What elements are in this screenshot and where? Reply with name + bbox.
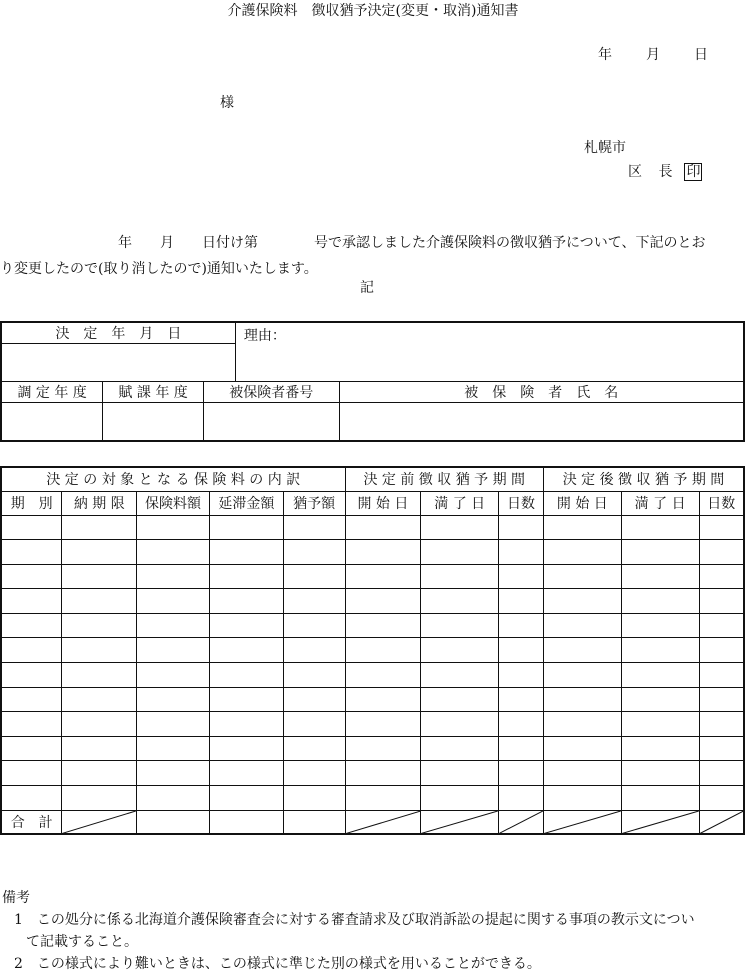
header-levy-year: 賦 課 年 度	[103, 382, 204, 403]
table-cell[interactable]	[137, 589, 210, 614]
reason-cell	[235, 322, 744, 382]
table-cell[interactable]	[283, 761, 345, 786]
table-cell[interactable]	[621, 638, 699, 663]
diagonal-line	[346, 811, 421, 834]
table-cell[interactable]	[62, 613, 137, 638]
table-cell[interactable]	[699, 712, 744, 737]
table-cell[interactable]	[499, 515, 544, 540]
table-cell[interactable]	[209, 687, 283, 712]
table-cell[interactable]	[209, 663, 283, 688]
col-before-days: 日数	[499, 491, 544, 515]
table-cell[interactable]	[1, 540, 62, 565]
table-cell[interactable]	[137, 736, 210, 761]
table-cell[interactable]	[699, 515, 744, 540]
table-cell[interactable]	[345, 687, 421, 712]
table-cell[interactable]	[543, 515, 621, 540]
table-cell[interactable]	[421, 515, 499, 540]
table-cell[interactable]	[345, 613, 421, 638]
table-cell[interactable]	[283, 786, 345, 811]
total-premium[interactable]	[137, 810, 210, 834]
body-line-2: り変更したので(取り消したので)通知いたします。	[0, 261, 318, 277]
decision-table	[0, 321, 745, 442]
table-cell[interactable]	[699, 540, 744, 565]
col-deferred: 猶予額	[283, 491, 345, 515]
table-cell[interactable]	[499, 540, 544, 565]
diagonal-line	[62, 811, 136, 834]
table-cell[interactable]	[1, 761, 62, 786]
table-cell[interactable]	[621, 712, 699, 737]
table-cell[interactable]	[62, 687, 137, 712]
table-cell[interactable]	[283, 687, 345, 712]
group-header-breakdown: 決 定 の 対 象 と な る 保 険 料 の 内 訳	[1, 467, 345, 491]
table-cell[interactable]	[421, 564, 499, 589]
table-cell[interactable]	[621, 786, 699, 811]
table-cell[interactable]	[699, 663, 744, 688]
table-cell[interactable]	[345, 663, 421, 688]
table-cell[interactable]	[283, 589, 345, 614]
table-cell[interactable]	[499, 589, 544, 614]
col-late-fee: 延滞金額	[209, 491, 283, 515]
table-row	[1, 540, 744, 565]
table-cell[interactable]	[421, 613, 499, 638]
table-cell[interactable]	[543, 736, 621, 761]
breakdown-table	[0, 466, 745, 835]
notes-heading: 備考	[2, 890, 30, 906]
table-cell[interactable]	[1, 638, 62, 663]
table-cell[interactable]	[543, 564, 621, 589]
table-cell[interactable]	[621, 761, 699, 786]
table-cell[interactable]	[421, 786, 499, 811]
table-cell[interactable]	[699, 589, 744, 614]
table-cell[interactable]	[62, 736, 137, 761]
table-cell[interactable]	[499, 736, 544, 761]
table-cell[interactable]	[699, 564, 744, 589]
table-cell[interactable]	[499, 712, 544, 737]
table-row	[1, 761, 744, 786]
seal-mark: 印	[686, 164, 701, 180]
total-after-days-crossed	[699, 810, 744, 834]
table-cell[interactable]	[621, 589, 699, 614]
table-cell[interactable]	[62, 712, 137, 737]
table-cell[interactable]	[345, 638, 421, 663]
table-cell[interactable]	[543, 786, 621, 811]
table-cell[interactable]	[345, 712, 421, 737]
table-cell[interactable]	[345, 515, 421, 540]
col-after-end: 満 了 日	[621, 491, 699, 515]
issue-date	[598, 44, 708, 64]
table-cell[interactable]	[543, 613, 621, 638]
ki-heading: 記	[360, 280, 374, 296]
table-cell[interactable]	[621, 687, 699, 712]
total-before-start-crossed	[345, 810, 421, 834]
table-cell[interactable]	[1, 613, 62, 638]
table-cell[interactable]	[283, 736, 345, 761]
table-cell[interactable]	[543, 663, 621, 688]
header-adjust-year: 調 定 年 度	[1, 382, 103, 403]
table-cell[interactable]	[543, 638, 621, 663]
table-cell[interactable]	[699, 638, 744, 663]
table-cell[interactable]	[137, 712, 210, 737]
table-row	[1, 515, 744, 540]
table-row	[1, 712, 744, 737]
notes	[2, 887, 742, 975]
diagonal-line	[421, 811, 498, 834]
table-cell[interactable]	[421, 761, 499, 786]
total-row	[1, 810, 744, 834]
table-cell[interactable]	[209, 515, 283, 540]
body-line-1: 年 月 日付け第 号で承認しました介護保険料の徴収猶予について、下記のとお	[118, 235, 706, 251]
total-before-end-crossed	[421, 810, 499, 834]
note-item-1: 1 この処分に係る北海道介護保険審査会に対する審査請求及び取消訴訟の提起に関する事項の教示文につい	[14, 912, 695, 928]
total-after-start-crossed	[543, 810, 621, 834]
table-cell[interactable]	[699, 736, 744, 761]
table-cell[interactable]	[283, 663, 345, 688]
table-cell[interactable]	[621, 736, 699, 761]
table-cell[interactable]	[137, 564, 210, 589]
table-cell[interactable]	[137, 515, 210, 540]
table-cell[interactable]	[499, 687, 544, 712]
table-row	[1, 687, 744, 712]
table-cell[interactable]	[283, 515, 345, 540]
table-cell[interactable]	[621, 564, 699, 589]
table-cell[interactable]	[499, 663, 544, 688]
body-text	[0, 230, 746, 282]
table-cell[interactable]	[345, 540, 421, 565]
adjust-year-value[interactable]	[1, 403, 103, 441]
table-cell[interactable]	[499, 613, 544, 638]
table-cell[interactable]	[699, 761, 744, 786]
table-cell[interactable]	[543, 712, 621, 737]
table-row	[1, 589, 744, 614]
insured-number-value[interactable]	[203, 403, 339, 441]
table-row	[1, 564, 744, 589]
table-cell[interactable]	[499, 761, 544, 786]
table-cell[interactable]	[1, 687, 62, 712]
table-cell[interactable]	[1, 663, 62, 688]
total-due-date-crossed	[62, 810, 137, 834]
table-cell[interactable]	[62, 786, 137, 811]
table-cell[interactable]	[621, 515, 699, 540]
table-cell[interactable]	[137, 540, 210, 565]
table-cell[interactable]	[283, 638, 345, 663]
table-cell[interactable]	[283, 712, 345, 737]
table-cell[interactable]	[345, 736, 421, 761]
table-cell[interactable]	[621, 613, 699, 638]
date-year: 年	[598, 47, 612, 63]
table-cell[interactable]	[543, 687, 621, 712]
col-after-start: 開 始 日	[543, 491, 621, 515]
table-cell[interactable]	[137, 613, 210, 638]
header-insured-name: 被 保 険 者 氏 名	[339, 382, 744, 403]
table-row	[1, 736, 744, 761]
table-row	[1, 663, 744, 688]
table-cell[interactable]	[137, 761, 210, 786]
chief-title: 区 長	[628, 164, 679, 180]
issuer-chief	[628, 161, 702, 181]
table-cell[interactable]	[209, 540, 283, 565]
table-cell[interactable]	[499, 786, 544, 811]
insured-name-value[interactable]	[339, 403, 744, 441]
date-month: 月	[646, 47, 660, 63]
table-cell[interactable]	[345, 786, 421, 811]
table-cell[interactable]	[421, 589, 499, 614]
table-cell[interactable]	[1, 589, 62, 614]
table-cell[interactable]	[283, 613, 345, 638]
table-cell[interactable]	[283, 564, 345, 589]
table-cell[interactable]	[421, 687, 499, 712]
note-item-2: 2 この様式により難いときは、この様式に準じた別の様式を用いることができる。	[14, 956, 541, 972]
table-cell[interactable]	[137, 638, 210, 663]
total-after-end-crossed	[621, 810, 699, 834]
diagonal-line	[499, 811, 543, 834]
col-before-end: 満 了 日	[421, 491, 499, 515]
table-cell[interactable]	[621, 663, 699, 688]
table-cell[interactable]	[1, 515, 62, 540]
document-title: 介護保険料 徴収猶予決定(変更・取消)通知書	[227, 3, 519, 19]
table-row	[1, 613, 744, 638]
table-cell[interactable]	[62, 564, 137, 589]
date-day: 日	[694, 47, 708, 63]
group-header-before: 決 定 前 徴 収 猶 予 期 間	[345, 467, 543, 491]
table-cell[interactable]	[421, 736, 499, 761]
table-cell[interactable]	[543, 761, 621, 786]
table-cell[interactable]	[137, 663, 210, 688]
table-cell[interactable]	[209, 712, 283, 737]
decision-date-label: 決 定 年 月 日	[1, 322, 235, 344]
table-cell[interactable]	[209, 736, 283, 761]
table-cell[interactable]	[543, 540, 621, 565]
col-due-date: 納 期 限	[62, 491, 137, 515]
table-row	[1, 638, 744, 663]
table-cell[interactable]	[62, 638, 137, 663]
table-cell[interactable]	[1, 736, 62, 761]
reason-label: 理由：	[243, 328, 286, 344]
table-cell[interactable]	[283, 540, 345, 565]
table-cell[interactable]	[499, 638, 544, 663]
table-cell[interactable]	[1, 786, 62, 811]
table-row	[1, 786, 744, 811]
data-rows	[1, 515, 744, 810]
diagonal-line	[700, 811, 743, 834]
table-cell[interactable]	[499, 564, 544, 589]
table-cell[interactable]	[62, 540, 137, 565]
group-header-after: 決 定 後 徴 収 猶 予 期 間	[543, 467, 744, 491]
table-cell[interactable]	[699, 786, 744, 811]
decision-date-value[interactable]	[1, 344, 235, 382]
column-header-row	[1, 491, 744, 515]
table-cell[interactable]	[209, 589, 283, 614]
table-cell[interactable]	[209, 564, 283, 589]
table-cell[interactable]	[421, 663, 499, 688]
table-cell[interactable]	[62, 761, 137, 786]
table-cell[interactable]	[1, 564, 62, 589]
diagonal-line	[622, 811, 699, 834]
diagonal-line	[544, 811, 621, 834]
col-premium: 保険料額	[137, 491, 210, 515]
table-cell[interactable]	[345, 761, 421, 786]
recipient-suffix: 様	[220, 95, 234, 111]
total-label: 合 計	[1, 810, 62, 834]
table-cell[interactable]	[209, 761, 283, 786]
col-after-days: 日数	[699, 491, 744, 515]
table-cell[interactable]	[137, 786, 210, 811]
header-insured-number: 被保険者番号	[203, 382, 339, 403]
table-cell[interactable]	[621, 540, 699, 565]
issuer-city: 札幌市	[584, 140, 626, 156]
table-cell[interactable]	[421, 638, 499, 663]
table-cell[interactable]	[699, 687, 744, 712]
table-cell[interactable]	[62, 589, 137, 614]
table-cell[interactable]	[543, 589, 621, 614]
table-cell[interactable]	[345, 589, 421, 614]
table-cell[interactable]	[209, 638, 283, 663]
table-cell[interactable]	[137, 687, 210, 712]
total-before-days-crossed	[499, 810, 544, 834]
table-cell[interactable]	[62, 663, 137, 688]
col-period: 期 別	[1, 491, 62, 515]
table-cell[interactable]	[62, 515, 137, 540]
table-cell[interactable]	[345, 564, 421, 589]
table-cell[interactable]	[421, 540, 499, 565]
col-before-start: 開 始 日	[345, 491, 421, 515]
table-cell[interactable]	[699, 613, 744, 638]
note-item-1-cont: て記載すること。	[26, 934, 138, 950]
table-cell[interactable]	[1, 712, 62, 737]
table-cell[interactable]	[421, 712, 499, 737]
total-late-fee[interactable]	[209, 810, 283, 834]
table-cell[interactable]	[209, 786, 283, 811]
levy-year-value[interactable]	[103, 403, 204, 441]
table-cell[interactable]	[209, 613, 283, 638]
total-deferred[interactable]	[283, 810, 345, 834]
